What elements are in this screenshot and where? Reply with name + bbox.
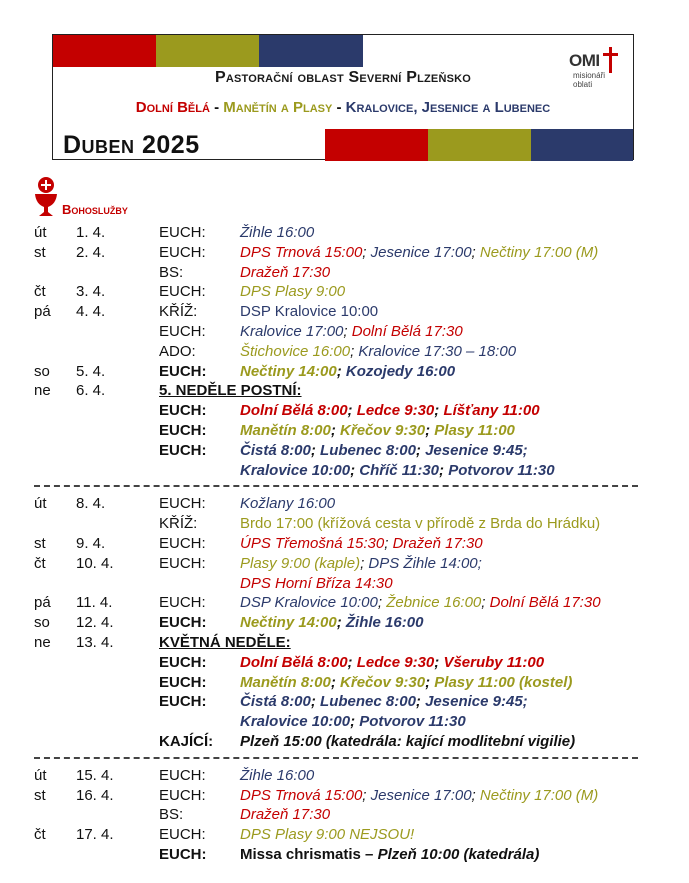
event-cell [240,342,516,362]
type-cell: EUCH: [159,441,207,459]
event-text: ; [343,323,352,340]
type-cell: EUCH: [159,402,207,420]
date-cell: 2. 4. [76,243,106,261]
omi-logo: OMI misionáři oblati [569,47,621,97]
event-cell [240,712,466,732]
event-text: ; [377,594,387,612]
schedule-row [0,342,689,362]
event-text: Štichovice 16:00 [240,342,351,360]
schedule-row [0,514,689,534]
type-cell: EUCH: [159,323,206,340]
event-text: Lubenec 8:00 [320,441,416,459]
event-text: Dražeň 17:30 [240,806,331,824]
day-cell: út [34,224,47,241]
event-text: ; [330,673,341,691]
event-text: Lubenec 8:00 [320,693,416,711]
schedule-row [0,593,689,613]
schedule-row [0,421,689,441]
type-cell: EUCH: [159,362,207,380]
event-cell [240,514,600,534]
event-text: Ledce 9:30 [356,653,435,671]
event-text: ; [360,554,369,572]
event-text: Nečtiny 14:00 [240,614,337,632]
event-text: ; [481,594,490,612]
date-cell: 5. 4. [76,362,106,380]
event-cell [240,421,515,441]
day-cell: ne [34,634,51,651]
event-cell [240,362,455,382]
schedule-row [0,534,689,554]
date-cell: 17. 4. [76,826,114,844]
event-cell [240,243,598,263]
day-cell: pá [34,594,51,612]
event-cell [240,613,423,633]
event-text: ; [347,653,357,671]
event-text: ; [336,362,346,380]
event-text: Manětín 8:00 [240,422,331,439]
event-text: Dolní Bělá 8:00 [240,653,348,671]
day-cell: ne [34,382,51,400]
event-text: DPS Žihle 14:00; [368,554,482,572]
event-text: DPS Trnová 15:00 [240,786,363,804]
day-cell: so [34,614,50,632]
event-text: DSP Kralovice 10:00 [240,594,378,612]
type-cell: EUCH: [159,786,206,804]
color-bar-navy-bottom [531,129,633,161]
event-text: Nečtiny 14:00 [240,362,337,380]
schedule-row [0,494,689,514]
event-text: Čistá 8:00 [240,441,311,459]
event-text: Jesenice 17:00 [370,243,472,261]
event-text: Potvorov 11:30 [359,713,466,731]
event-cell [240,302,378,322]
event-text: ; [471,243,480,261]
type-cell: 5. NEDĚLE POSTNÍ: [159,382,302,400]
event-text: Ledce 9:30 [356,402,435,420]
color-bar-olive-bottom [428,129,531,161]
event-text: ; [415,441,426,459]
event-text: Nečtiny 17:00 (M) [479,243,599,261]
event-text: Kralovice 10:00 [240,713,351,731]
event-cell [240,845,539,865]
schedule-row [0,786,689,806]
event-text: ; [434,653,444,671]
date-cell: 13. 4. [76,634,114,651]
date-cell: 15. 4. [76,766,114,784]
schedule-row [0,633,689,653]
event-text: ; [310,693,321,711]
event-text: Dražeň 17:30 [240,263,331,281]
week-separator [34,757,638,759]
event-text: ; [350,461,360,479]
subtitle-part: - [209,99,224,116]
day-cell: út [34,495,47,513]
event-cell [240,786,598,806]
day-cell: st [34,243,46,261]
event-text: ; [310,441,321,459]
event-cell [240,401,540,421]
event-text: Jesenice 17:00 [370,786,472,804]
date-cell: 1. 4. [76,224,106,241]
event-cell [240,263,330,283]
event-cell [240,282,345,302]
event-text: Křečov 9:30 [340,673,426,691]
type-cell: KAJÍCÍ: [159,733,214,750]
event-text: Plzeň 15:00 (katedrála: kající modlitební vigilie) [240,733,576,750]
event-text: Brdo 17:00 (křížová cesta v přírodě z Brda do Hrádku) [240,515,601,533]
schedule-row [0,401,689,421]
schedule-row [0,263,689,283]
event-text: ; [425,673,435,691]
event-cell [240,534,483,554]
event-cell [240,461,555,481]
type-cell: BS: [159,263,184,281]
subtitle-part: Dolní Bělá [135,99,210,116]
schedule-row [0,825,689,845]
event-cell [240,766,314,786]
section-title: Bohoslužby [62,202,128,217]
schedule-row [0,322,689,342]
event-text: ; [336,614,346,632]
subtitle-part: Kralovice, Jesenice a Lubenec [345,99,551,116]
color-bar-red-bottom [325,129,428,161]
date-cell: 10. 4. [76,554,114,572]
page-subtitle [53,99,633,116]
event-text: Plzeň 10:00 (katedrála) [377,846,540,863]
day-cell: čt [34,283,46,301]
event-text: Missa chrismatis – [240,846,378,863]
event-text: DPS Trnová 15:00 [240,243,363,261]
event-text: Kralovice 17:30 – 18:00 [358,342,517,360]
day-cell: čt [34,826,46,844]
schedule-row [0,712,689,732]
event-text: ; [384,535,393,552]
schedule-row [0,653,689,673]
event-cell [240,732,575,752]
date-cell: 3. 4. [76,283,106,301]
chalice-icon [33,176,59,218]
schedule-row [0,461,689,481]
event-text: ; [439,461,449,479]
type-cell: EUCH: [159,673,207,691]
type-cell: EUCH: [159,594,206,612]
event-text: Kralovice 17:00 [240,323,344,340]
schedule-row [0,732,689,752]
type-cell: EUCH: [159,846,207,863]
event-text: Dolní Bělá 17:30 [489,594,601,612]
event-text: ; [330,422,341,439]
event-text: ; [362,786,371,804]
event-cell [240,673,572,693]
event-text: Chříč 11:30 [359,461,440,479]
schedule-row [0,766,689,786]
event-text: Jesenice 9:45; [425,441,528,459]
event-text: DPS Plasy 9:00 [240,283,346,301]
event-text: Manětín 8:00 [240,673,331,691]
type-cell: KŘÍŽ: [159,303,198,321]
schedule-row [0,574,689,594]
schedule-row [0,845,689,865]
event-text: Potvorov 11:30 [448,461,555,479]
type-cell: EUCH: [159,495,206,513]
event-text: ; [434,402,444,420]
event-text: ÚPS Třemošná 15:30 [240,535,385,552]
date-cell: 8. 4. [76,495,106,513]
day-cell: út [34,766,47,784]
day-cell: st [34,786,46,804]
type-cell: EUCH: [159,826,206,844]
event-text: ; [471,786,480,804]
type-cell: EUCH: [159,766,206,784]
month-title: Duben 2025 [63,131,200,159]
subtitle-part: Manětín a Plasy [223,99,333,116]
event-text: Dolní Bělá 17:30 [351,323,463,340]
event-text: ; [350,713,360,731]
event-text: Dražeň 17:30 [392,535,483,552]
subtitle-part: - [332,99,346,116]
date-cell: 4. 4. [76,303,106,321]
type-cell: KŘÍŽ: [159,515,198,533]
color-bar-olive-top [156,35,259,67]
event-cell [240,554,482,574]
type-cell: KVĚTNÁ NEDĚLE: [159,634,291,651]
event-text: Žihle 16:00 [345,614,424,632]
header-box [52,34,634,160]
day-cell: st [34,535,46,552]
schedule-row [0,554,689,574]
date-cell: 16. 4. [76,786,114,804]
type-cell: EUCH: [159,422,207,439]
event-text: Nečtiny 17:00 (M) [479,786,599,804]
event-text: ; [362,243,371,261]
event-cell [240,494,335,514]
event-text: DPS Plasy 9:00 NEJSOU! [240,826,415,844]
event-cell [240,825,414,845]
schedule-row [0,805,689,825]
event-text: Líšťany 11:00 [443,402,540,420]
event-cell [240,692,528,712]
schedule-row [0,302,689,322]
type-cell: BS: [159,806,184,824]
event-text: ; [425,422,435,439]
date-cell: 9. 4. [76,535,106,552]
event-text: ; [347,402,357,420]
date-cell: 6. 4. [76,382,106,400]
event-cell [240,593,601,613]
event-cell [240,653,544,673]
day-cell: pá [34,303,51,321]
event-cell [240,805,330,825]
color-bar-navy-top [259,35,363,67]
type-cell: ADO: [159,342,196,360]
event-text: DPS Horní Bříza 14:30 [240,574,393,592]
event-text: Kožlany 16:00 [240,495,336,513]
day-cell: so [34,362,50,380]
event-text: Žihle 16:00 [240,224,315,241]
event-cell [240,322,463,342]
event-text: ; [415,693,426,711]
type-cell: EUCH: [159,535,206,552]
schedule-row [0,673,689,693]
event-cell [240,441,528,461]
schedule-row [0,223,689,243]
type-cell: EUCH: [159,554,206,572]
event-cell [240,223,314,243]
event-text: Dolní Bělá 8:00 [240,402,348,420]
type-cell: EUCH: [159,614,207,632]
schedule-row [0,613,689,633]
type-cell: EUCH: [159,653,207,671]
event-text: Jesenice 9:45; [425,693,528,711]
schedule-row [0,381,689,401]
event-text: Plasy 9:00 (kaple) [240,554,361,572]
event-text: Čistá 8:00 [240,693,311,711]
date-cell: 11. 4. [76,594,113,612]
type-cell: EUCH: [159,283,206,301]
event-text: Všeruby 11:00 [443,653,545,671]
type-cell: EUCH: [159,224,206,241]
day-cell: čt [34,554,46,572]
event-text: Plasy 11:00 [434,422,515,439]
schedule-row [0,282,689,302]
event-text: DSP Kralovice 10:00 [240,303,379,321]
type-cell: EUCH: [159,693,207,711]
event-cell [240,574,393,594]
event-text: Kralovice 10:00 [240,461,351,479]
schedule-row [0,692,689,712]
schedule-row [0,441,689,461]
event-text: Plasy 11:00 (kostel) [434,673,573,691]
schedule-row [0,362,689,382]
event-text: ; [350,342,359,360]
event-text: Žebnice 16:00 [386,594,482,612]
event-text: Žihle 16:00 [240,766,315,784]
page-title: Pastorační oblast Severní Plzeňsko [214,69,472,86]
color-bar-red-top [53,35,156,67]
type-cell: EUCH: [159,243,206,261]
schedule-row [0,243,689,263]
event-text: Křečov 9:30 [340,422,426,439]
week-separator [34,485,638,487]
event-text: Kozojedy 16:00 [345,362,456,380]
date-cell: 12. 4. [76,614,114,632]
